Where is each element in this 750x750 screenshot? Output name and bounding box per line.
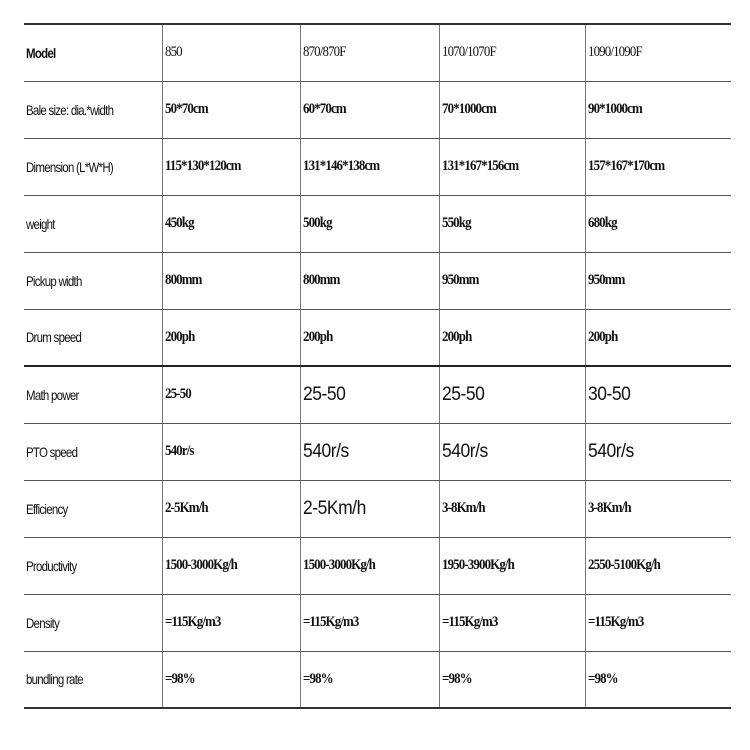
value-cell <box>162 366 300 423</box>
cell-value: 30-50 <box>587 383 630 405</box>
cell-value: 450kg <box>164 215 194 231</box>
value-cell <box>162 252 300 309</box>
model-cell <box>439 24 585 81</box>
row-label-cell <box>24 651 162 708</box>
cell-value: 131*167*156cm <box>441 158 518 174</box>
spec-table <box>24 23 731 709</box>
cell-value: 1950-3900Kg/h <box>441 557 514 573</box>
cell-value: 90*1000cm <box>587 101 642 117</box>
cell-value: 200ph <box>302 328 332 345</box>
cell-value: 1500-3000Kg/h <box>164 557 237 573</box>
row-label: weight <box>26 215 55 232</box>
value-cell <box>162 594 300 651</box>
value-cell <box>300 309 439 366</box>
table-row <box>24 309 731 366</box>
row-label: Dimension (L*W*H) <box>26 158 113 175</box>
table-row <box>24 423 731 480</box>
value-cell <box>300 537 439 594</box>
value-cell <box>439 594 585 651</box>
cell-value: 3-8Km/h <box>587 500 631 516</box>
row-label-cell <box>24 366 162 423</box>
table-row <box>24 651 731 708</box>
cell-value: 2-5Km/h <box>302 497 366 519</box>
value-cell <box>585 81 731 138</box>
value-cell <box>585 252 731 309</box>
cell-value: 2-5Km/h <box>164 500 208 516</box>
cell-value: 200ph <box>441 328 471 345</box>
cell-value: =98% <box>302 670 333 687</box>
cell-value: 680kg <box>587 215 617 231</box>
row-label-cell <box>24 252 162 309</box>
cell-value: =98% <box>441 670 472 687</box>
cell-value: =115Kg/m3 <box>441 614 498 630</box>
value-cell <box>162 81 300 138</box>
row-label: Density <box>26 614 60 631</box>
row-label: Pickup width <box>26 272 82 289</box>
cell-value: =115Kg/m3 <box>164 614 221 630</box>
cell-value: =98% <box>164 670 195 687</box>
cell-value: 200ph <box>164 328 194 345</box>
value-cell <box>300 138 439 195</box>
value-cell <box>585 366 731 423</box>
value-cell <box>585 423 731 480</box>
cell-value: 1500-3000Kg/h <box>302 557 375 573</box>
model-cell <box>162 24 300 81</box>
value-cell <box>439 480 585 537</box>
value-cell <box>162 537 300 594</box>
spec-sheet <box>24 23 731 708</box>
cell-value: 800mm <box>164 272 202 288</box>
row-label-cell <box>24 594 162 651</box>
cell-value: 60*70cm <box>302 101 346 117</box>
cell-value: 500kg <box>302 215 332 231</box>
cell-value: 200ph <box>587 328 617 345</box>
cell-value: 550kg <box>441 215 471 231</box>
row-label-cell <box>24 423 162 480</box>
cell-value: 3-8Km/h <box>441 500 485 516</box>
model-name: 1070/1070F <box>441 44 496 61</box>
value-cell <box>585 480 731 537</box>
model-cell <box>585 24 731 81</box>
table-row <box>24 480 731 537</box>
value-cell <box>585 138 731 195</box>
value-cell <box>585 195 731 252</box>
table-row <box>24 594 731 651</box>
value-cell <box>300 81 439 138</box>
row-label: Productivity <box>26 557 77 574</box>
model-name: 1090/1090F <box>587 44 642 61</box>
cell-value: 70*1000cm <box>441 101 496 117</box>
table-row <box>24 81 731 138</box>
model-cell <box>300 24 439 81</box>
row-label: PTO speed <box>26 443 78 460</box>
value-cell <box>439 537 585 594</box>
value-cell <box>585 309 731 366</box>
cell-value: 157*167*170cm <box>587 158 664 174</box>
table-row <box>24 366 731 423</box>
cell-value: 540r/s <box>587 440 634 462</box>
value-cell <box>300 423 439 480</box>
value-cell <box>585 594 731 651</box>
value-cell <box>162 195 300 252</box>
value-cell <box>439 366 585 423</box>
value-cell <box>162 423 300 480</box>
value-cell <box>300 594 439 651</box>
value-cell <box>585 651 731 708</box>
row-label-cell <box>24 309 162 366</box>
row-label-cell <box>24 138 162 195</box>
value-cell <box>439 309 585 366</box>
value-cell <box>300 252 439 309</box>
value-cell <box>162 480 300 537</box>
cell-value: 25-50 <box>164 386 191 403</box>
cell-value: 950mm <box>441 272 479 288</box>
row-label-cell <box>24 81 162 138</box>
value-cell <box>162 309 300 366</box>
header-label-cell <box>24 24 162 81</box>
row-label: Math power <box>26 386 79 403</box>
cell-value: 131*146*138cm <box>302 158 379 174</box>
row-label-cell <box>24 537 162 594</box>
cell-value: 540r/s <box>441 440 488 462</box>
value-cell <box>585 537 731 594</box>
header-row <box>24 24 731 81</box>
value-cell <box>300 651 439 708</box>
cell-value: 800mm <box>302 272 340 288</box>
cell-value: 540r/s <box>302 440 349 462</box>
value-cell <box>300 480 439 537</box>
row-label: Drum speed <box>26 329 82 346</box>
cell-value: 950mm <box>587 272 625 288</box>
table-row <box>24 195 731 252</box>
cell-value: =98% <box>587 670 618 687</box>
header-label: Model <box>26 44 56 61</box>
value-cell <box>162 138 300 195</box>
row-label: Efficiency <box>26 500 68 517</box>
table-row <box>24 252 731 309</box>
cell-value: 50*70cm <box>164 101 208 117</box>
row-label-cell <box>24 195 162 252</box>
cell-value: 2550-5100Kg/h <box>587 557 660 573</box>
value-cell <box>439 195 585 252</box>
value-cell <box>439 138 585 195</box>
cell-value: =115Kg/m3 <box>302 614 359 630</box>
cell-value: 540r/s <box>164 443 194 459</box>
value-cell <box>439 252 585 309</box>
value-cell <box>300 195 439 252</box>
value-cell <box>439 81 585 138</box>
cell-value: 25-50 <box>302 383 345 405</box>
row-label: Bale size: dia.*width <box>26 101 114 118</box>
row-label-cell <box>24 480 162 537</box>
value-cell <box>439 651 585 708</box>
value-cell <box>162 651 300 708</box>
value-cell <box>300 366 439 423</box>
cell-value: 115*130*120cm <box>164 158 241 174</box>
cell-value: 25-50 <box>441 383 484 405</box>
model-name: 850 <box>164 44 182 61</box>
cell-value: =115Kg/m3 <box>587 614 644 630</box>
row-label: bundling rate <box>26 671 83 688</box>
model-name: 870/870F <box>302 44 346 61</box>
value-cell <box>439 423 585 480</box>
table-row <box>24 138 731 195</box>
table-row <box>24 537 731 594</box>
